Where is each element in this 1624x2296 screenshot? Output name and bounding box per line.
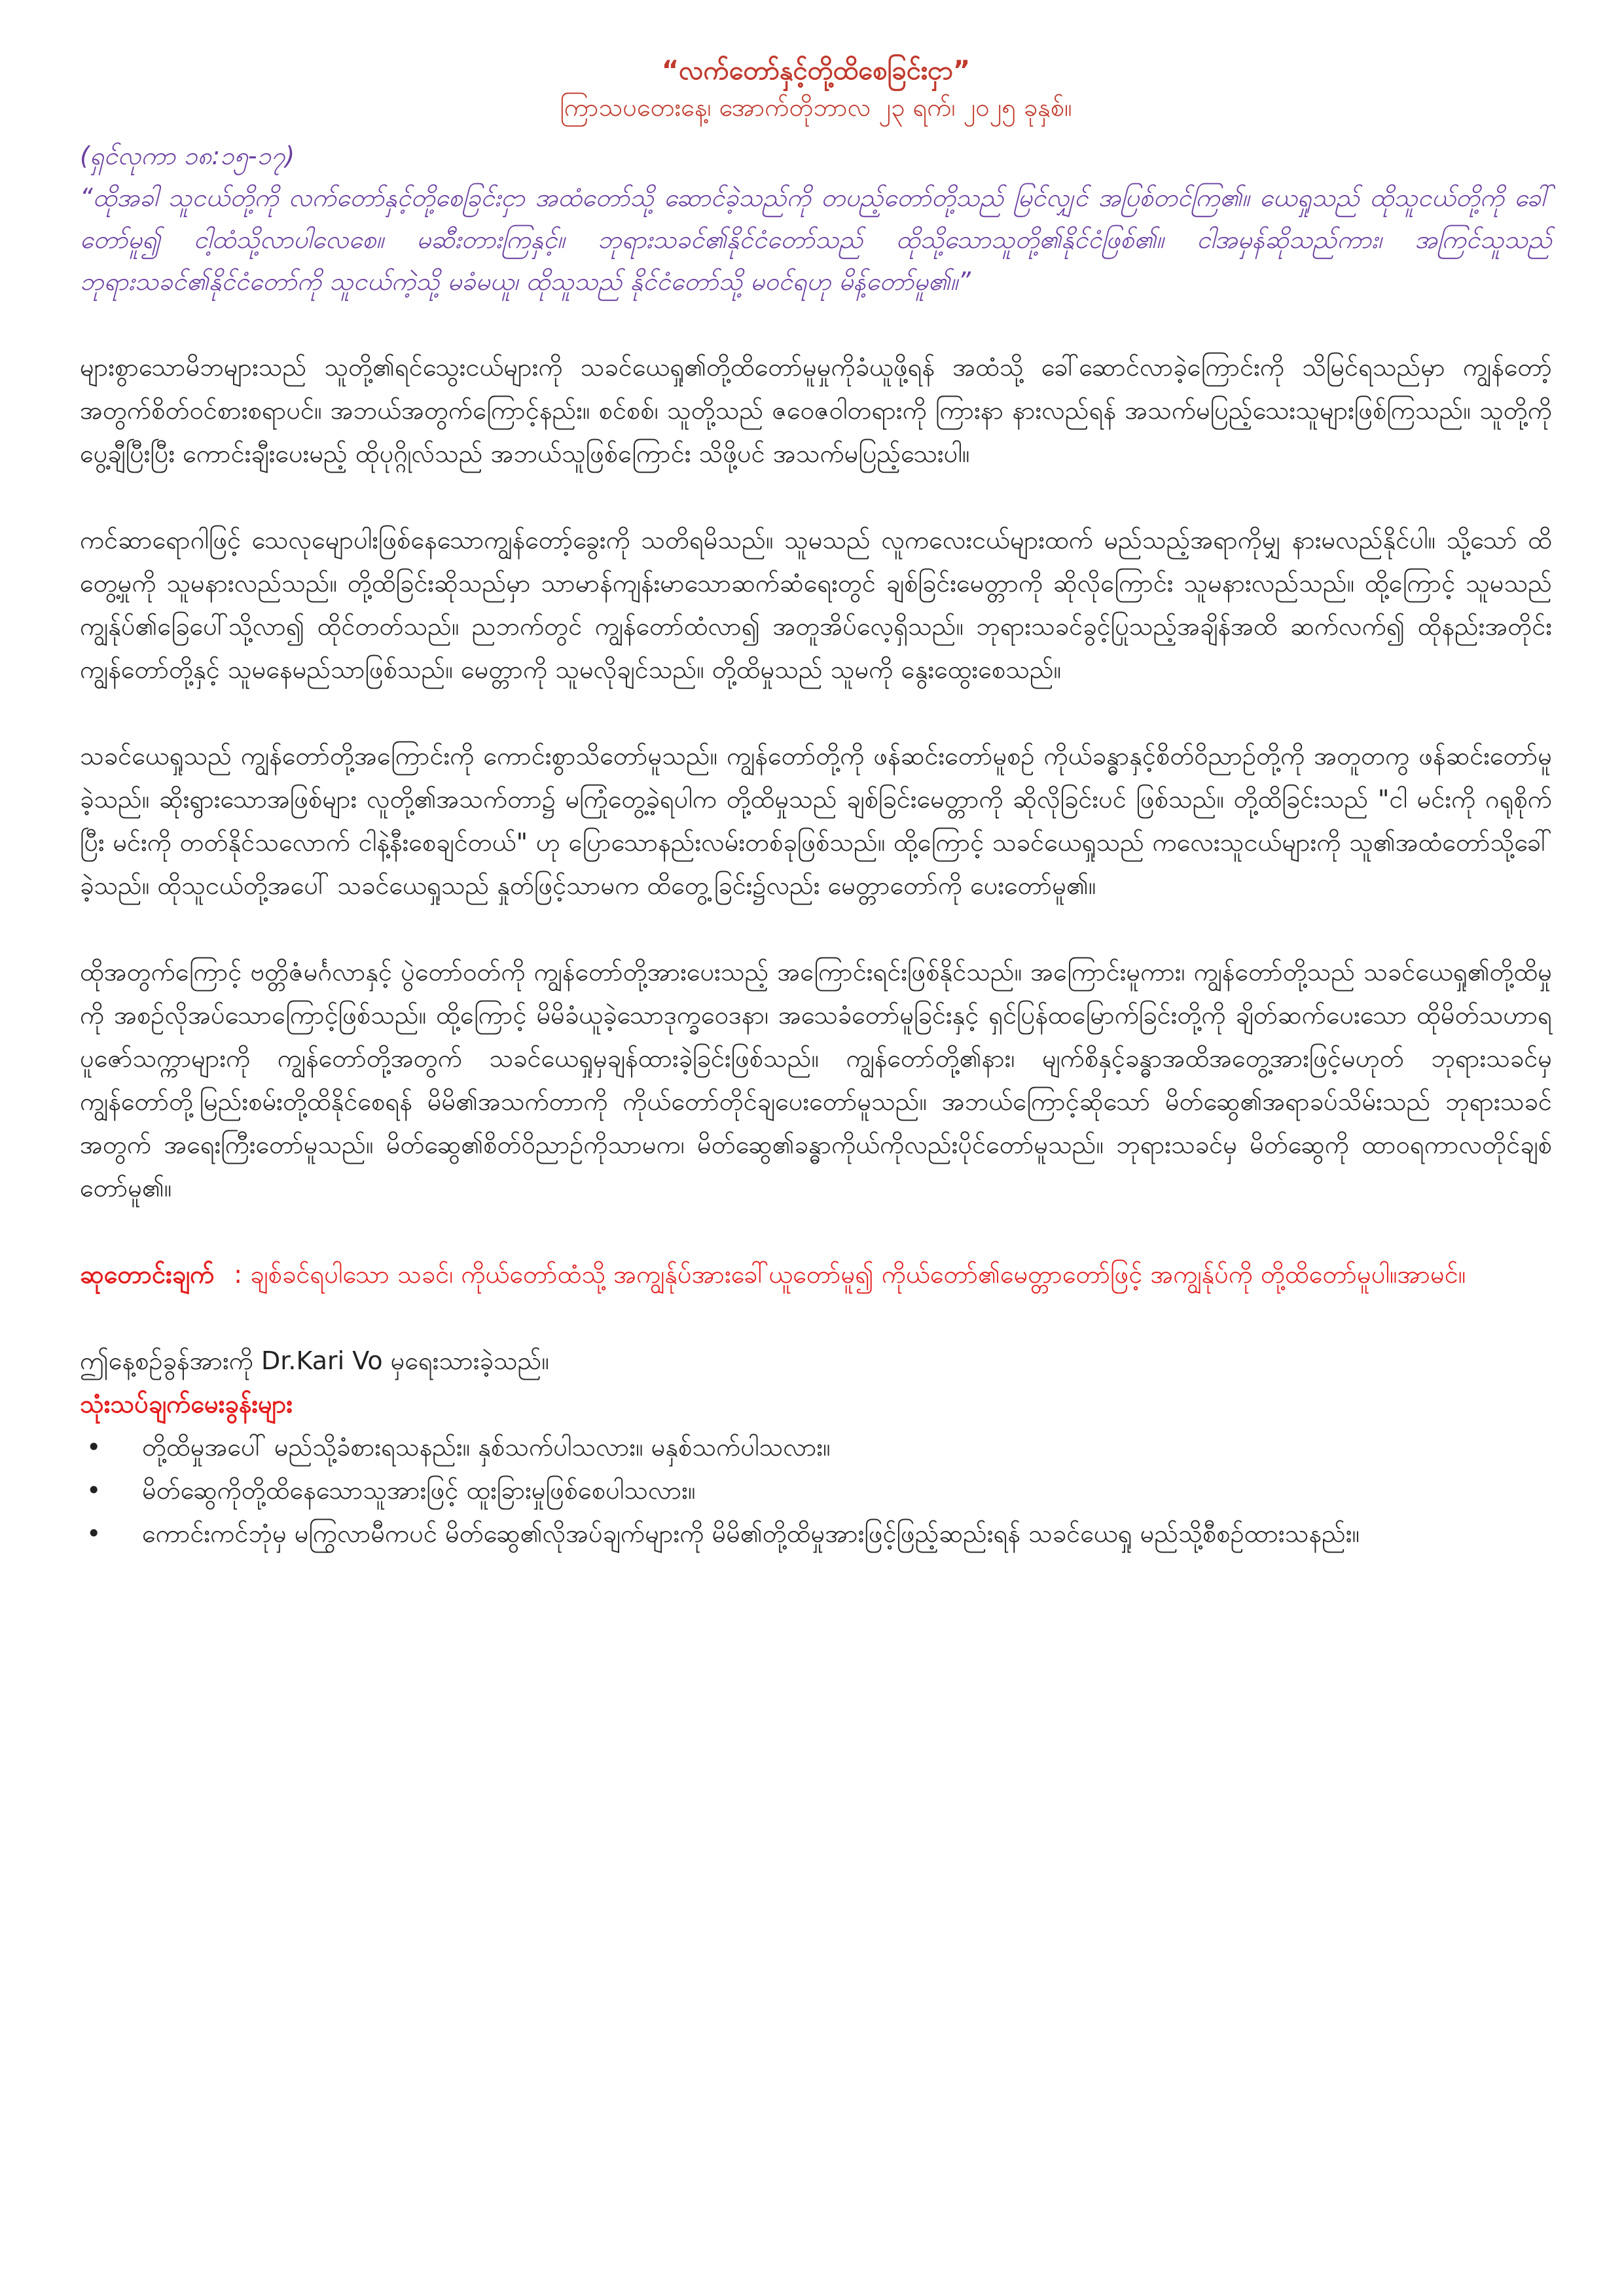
body-paragraph-3: သခင်ယေရှုသည် ကျွန်တော်တို့အကြောင်းကို ကောင်းစွာသိတော်မူသည်။ ကျွန်တော်တို့ကို ဖန်ဆင်းတော်မူစဉ် ကိုယ်ခန္ဓာနှင့်စိတ်ဝိညာဉ်တို့ကို အတူတကွ ဖန်ဆင်းတော်မူခဲ့သည်။ ဆိုးရွားသောအဖြစ်များ လူတို့၏အသက်တာ၌ မကြုံတွေ့ခဲ့ရပါက တို့ထိမှုသည် ချစ်ခြင်းမေတ္တာကို ဆိုလိုခြင်းပင် ဖြစ်သည်။ တို့ထိခြင်းသည် "ငါ မင်းကို ဂရုစိုက်ပြီး မင်းကို တတ်နိုင်သလောက် ငါနဲ့နီးစေချင်တယ်" ဟု ပြောသောနည်းလမ်းတစ်ခုဖြစ်သည်။ ထို့ကြောင့် သခင်ယေရှုသည် ကလေးသူငယ်များကို သူ၏အထံတော်သို့ခေါ်ခဲ့သည်။ ထိုသူငယ်တို့အပေါ် သခင်ယေရှုသည် နှုတ်ဖြင့်သာမက ထိတွေ့ခြင်း၌လည်း မေတ္တာတော်ကို ပေးတော်မူ၏။ xyxy=(80,742,1552,900)
list-item xyxy=(80,1426,1552,1469)
question-text: တို့ထိမှုအပေါ် မည်သို့ခံစားရသနည်း။ နှစ်သက်ပါသလား။ မနှစ်သက်ပါသလား။ xyxy=(142,1433,831,1462)
bullet-icon: • xyxy=(86,1519,101,1548)
question-text: ကောင်းကင်ဘုံမှ မကြွလာမီကပင် မိတ်ဆွေ၏လိုအပ်ချက်များကို မိမိ၏တို့ထိမှုအားဖြင့်ဖြည့်ဆည်းရန် သခင်ယေရှု မည်သို့စီစဉ်ထားသနည်း။ xyxy=(142,1519,1360,1548)
section-spacer xyxy=(80,1296,1552,1339)
section-spacer xyxy=(80,1210,1552,1253)
prayer-text: : ချစ်ခင်ရပါသော သခင်၊ ကိုယ်တော်ထံသို့ အကျွန်ုပ်အားခေါ်ယူတော်မူ၍ ကိုယ်တော်၏မေတ္တာတော်ဖြင့် အကျွန်ုပ်ကို တို့ထိတော်မူပါ။အာမင်။ xyxy=(234,1260,1466,1289)
body-paragraph-1: များစွာသောမိဘများသည် သူတို့၏ရင်သွေးငယ်များကို သခင်ယေရှု၏တို့ထိတော်မူမှုကိုခံယူဖို့ရန် အထံသို့ ခေါ်ဆောင်လာခဲ့ကြောင်းကို သိမြင်ရသည်မှာ ကျွန်တော့်အတွက်စိတ်ဝင်စားစရာပင်။ အဘယ်အတွက်ကြောင့်နည်း။ စင်စစ်၊ သူတို့သည် ဇဝေဇဝါတရားကို ကြားနာ နားလည်ရန် အသက်မပြည့်သေးသူများဖြစ်ကြသည်။ သူတို့ကိုပွေ့ချီပြီးပြီး ကောင်းချီးပေးမည့် ထိုပုဂ္ဂိုလ်သည် အဘယ်သူဖြစ်ကြောင်း သိဖို့ပင် အသက်မပြည့်သေးပါ။ xyxy=(80,353,1552,468)
verse-reference: (ရှင်လုကာ ၁၈:၁၅-၁၇) xyxy=(80,141,295,170)
verse-text: “ထိုအခါ သူငယ်တို့ကို လက်တော်နှင့်တို့စေခြင်းငှာ အထံတော်သို့ ဆောင်ခဲ့သည်ကို တပည့်တော်တို့သည် မြင်လျှင် အပြစ်တင်ကြ၏။ ယေရှုသည် ထိုသူငယ်တို့ကို ခေါ်တော်မူ၍ ငါ့ထံသို့လာပါလေစေ။ မဆီးတားကြနှင့်။ ဘုရားသခင်၏နိုင်ငံတော်သည် ထိုသို့သောသူတို့၏နိုင်ငံဖြစ်၏။ ငါအမှန်ဆိုသည်ကား၊ အကြင်သူသည် ဘုရားသခင်၏နိုင်ငံတော်ကို သူငယ်ကဲ့သို့ မခံမယူ၊ ထိုသူသည် နိုင်ငံတော်သို့ မဝင်ရဟု မိန့်တော်မူ၏။” xyxy=(80,183,1552,296)
bullet-icon: • xyxy=(86,1476,101,1505)
prayer-block xyxy=(80,1253,1552,1296)
prayer-label: ဆုတောင်းချက် xyxy=(80,1260,215,1289)
author-credit: ဤနေ့စဉ်ခွန်အားကို Dr.Kari Vo မှရေးသားခဲ့သည်။ xyxy=(80,1346,549,1375)
section-spacer xyxy=(80,691,1552,734)
bullet-icon: • xyxy=(86,1433,101,1462)
page-date: ကြာသပတေးနေ့၊ အောက်တိုဘာလ ၂၃ ရက်၊ ၂၀၂၅ ခုနှစ်။ xyxy=(560,93,1072,122)
body-paragraph-4: ထိုအတွက်ကြောင့် ဗတ္တိဇံမင်္ဂလာနှင့် ပွဲတော်ဝတ်ကို ကျွန်တော်တို့အားပေးသည့် အကြောင်းရင်းဖြစ်နိုင်သည်။ အကြောင်းမူကား၊ ကျွန်တော်တို့သည် သခင်ယေရှု၏တို့ထိမှုကို အစဉ်လိုအပ်သောကြောင့်ဖြစ်သည်။ ထို့ကြောင့် မိမိခံယူခဲ့သောဒုက္ခဝေဒနာ၊ အသေခံတော်မူခြင်းနှင့် ရှင်ပြန်ထမြောက်ခြင်းတို့ကို ချိတ်ဆက်ပေးသော ထိုမိတ်သဟာရပူဇော်သက္ကာများကို ကျွန်တော်တို့အတွက် သခင်ယေရှုမှချန်ထားခဲ့ခြင်းဖြစ်သည်။ ကျွန်တော်တို့၏နား၊ မျက်စိနှင့်ခန္ဓာအထိအတွေ့အားဖြင့်မဟုတ် ဘုရားသခင်မှ ကျွန်တော်တို့မြည်းစမ်းတို့ထိနိုင်စေရန် မိမိ၏အသက်တာကို ကိုယ်တော်တိုင်ချပေးတော်မူသည်။ အဘယ်ကြောင့်ဆိုသော် မိတ်ဆွေ၏အရာခပ်သိမ်းသည် ဘုရားသခင်အတွက် အရေးကြီးတော်မူသည်။ မိတ်ဆွေ၏စိတ်ဝိညာဉ်ကိုသာမက၊ မိတ်ဆွေ၏ခန္ဓာကိုယ်ကိုလည်းပိုင်တော်မူသည်။ ဘုရားသခင်မှ မိတ်ဆွေကို ထာဝရကာလတိုင်ချစ်တော်မူ၏။ xyxy=(80,958,1552,1202)
section-spacer xyxy=(80,302,1552,346)
page-title: “လက်တော်နှင့်တို့ထိစေခြင်းငှာ” xyxy=(661,56,971,86)
section-spacer xyxy=(80,475,1552,518)
questions-list xyxy=(80,1426,1552,1555)
questions-heading: သုံးသပ်ချက်မေးခွန်းများ xyxy=(80,1390,293,1418)
list-item xyxy=(80,1512,1552,1555)
list-item xyxy=(80,1469,1552,1512)
question-text: မိတ်ဆွေကိုတို့ထိနေသောသူအားဖြင့် ထူးခြားမှုဖြစ်စေပါသလား။ xyxy=(142,1476,696,1505)
section-spacer xyxy=(80,907,1552,950)
body-paragraph-2: ကင်ဆာရောဂါဖြင့် သေလုမျောပါးဖြစ်နေသောကျွန်တော့်ခွေးကို သတိရမိသည်။ သူမသည် လူကလေးငယ်များထက် မည်သည့်အရာကိုမျှ နားမလည်နိုင်ပါ။ သို့သော် ထိတွေ့မှုကို သူမနားလည်သည်။ တို့ထိခြင်းဆိုသည်မှာ သာမာန်ကျန်းမာသောဆက်ဆံရေးတွင် ချစ်ခြင်းမေတ္တာကို ဆိုလိုကြောင်း သူမနားလည်သည်။ ထို့ကြောင့် သူမသည် ကျွန်ုပ်၏ခြေပေါ်သို့လာ၍ ထိုင်တတ်သည်။ ညဘက်တွင် ကျွန်တော်ထံလာ၍ အတူအိပ်လေ့ရှိသည်။ ဘုရားသခင်ခွင့်ပြုသည့်အချိန်အထိ ဆက်လက်၍ ထိုနည်းအတိုင်း ကျွန်တော်တို့နှင့် သူမနေမည်သာဖြစ်သည်။ မေတ္တာကို သူမလိုချင်သည်။ တို့ထိမှုသည် သူမကို နွေးထွေးစေသည်။ xyxy=(80,526,1552,684)
